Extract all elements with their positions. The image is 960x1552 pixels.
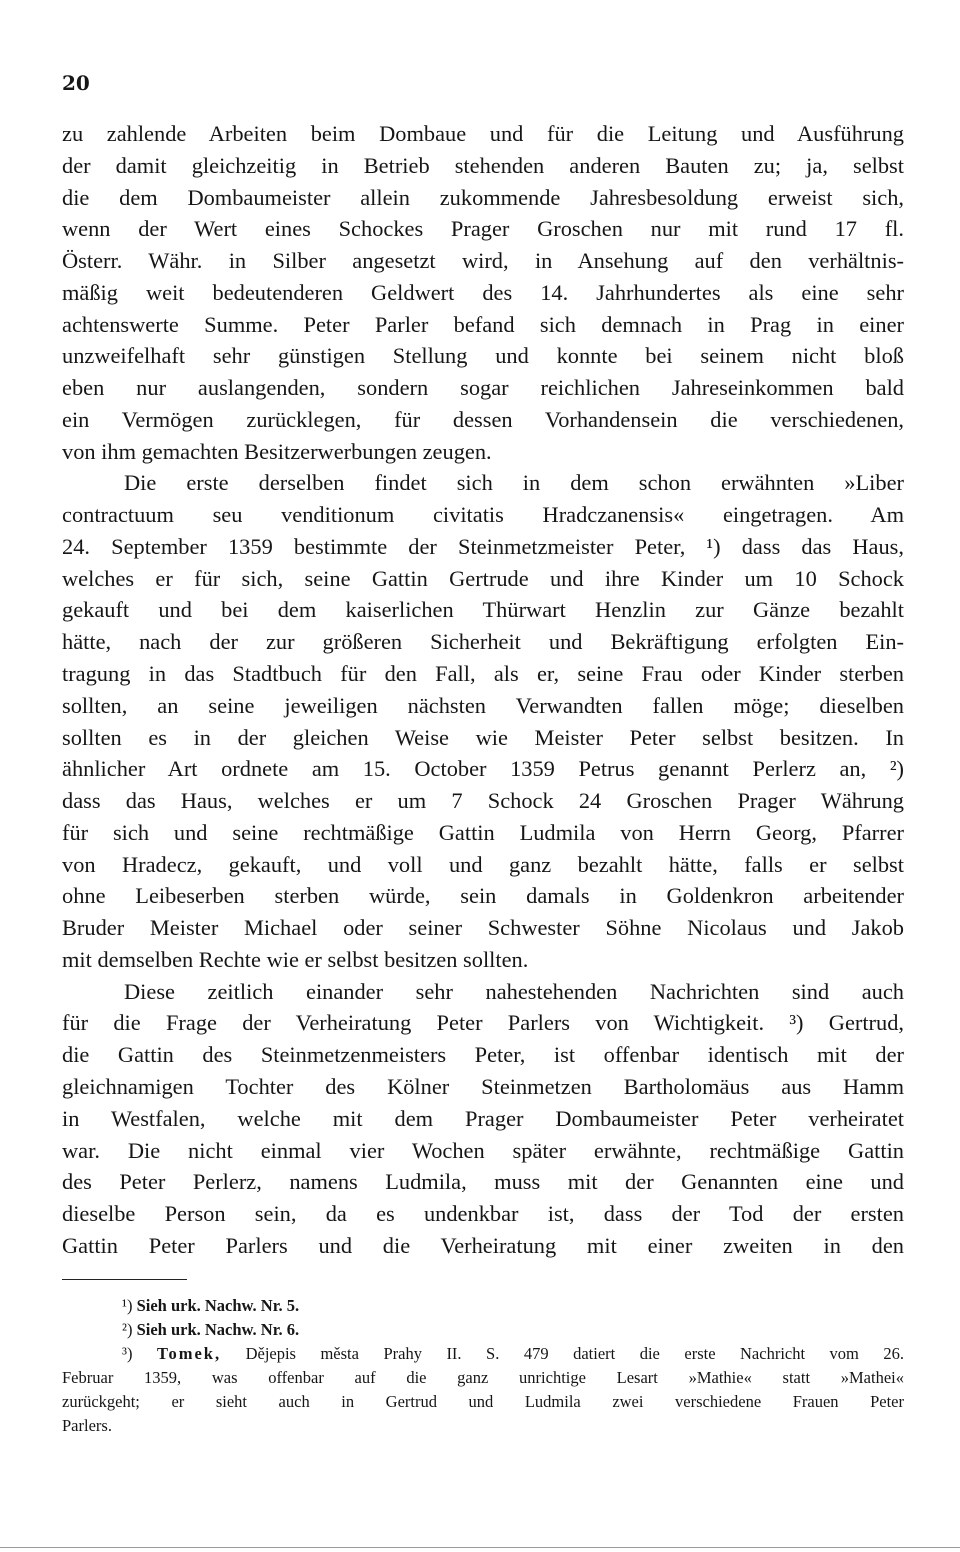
footnote-2 [62,1318,904,1342]
footnote-1 [62,1294,904,1318]
footnote-3-line [62,1342,904,1366]
footnote-marker: ¹) [122,1296,133,1315]
text-line: contractuum seu venditionum civitatis Hradczanensis« eingetragen. Am [62,502,904,528]
footnote-3-line: Parlers. [62,1416,112,1435]
text-line: welches er für sich, seine Gattin Gertrude und ihre Kinder um 10 Schock [62,565,904,591]
footnotes [62,1294,904,1438]
footnote-text: Dějepis města Prahy II. S. 479 datiert die erste Nachricht vom 26. [245,1344,905,1363]
text-line: achtenswerte Summe. Peter Parler befand sich demnach in Prag in einer [62,311,904,337]
paragraph-1 [62,118,904,467]
text-line: mäßig weit bedeutenderen Geldwert des 14. Jahrhundertes als eine sehr [62,279,904,305]
paragraph-3 [62,976,904,1262]
text-line: 24. September 1359 bestimmte der Steinmetzmeister Peter, ¹) dass das Haus, [62,533,904,559]
footnote-reference: ³) [789,1010,804,1036]
text-line: gekauft und bei dem kaiserlichen Thürwart Henzlin zur Gänze bezahlt [62,597,904,623]
text-line: Diese zeitlich einander sehr nahestehenden Nachrichten sind auch [124,978,904,1004]
text-line: ohne Leibeserben sterben würde, sein damals in Goldenkron arbeitender [62,883,904,909]
footnote-separator [62,1279,187,1280]
footnote-3-line: Februar 1359, was offenbar auf die ganz unrichtige Lesart »Mathie« statt »Mathei« [62,1368,904,1387]
footnote-text: Sieh urk. Nachw. Nr. 6. [136,1320,300,1339]
text-line: für die Frage der Verheiratung Peter Parlers von Wichtigkeit. ³) Gertrud, [62,1010,905,1036]
text-line: war. Die nicht einmal vier Wochen später erwähnte, rechtmäßige Gattin [62,1137,904,1163]
text-line: zu zahlende Arbeiten beim Dombaue und für die Leitung und Ausführung [62,121,904,146]
footnote-marker: ³) [122,1344,133,1363]
text-line: gleichnamigen Tochter des Kölner Steinmetzen Bartholomäus aus Hamm [62,1073,904,1099]
text-line: tragung in das Stadtbuch für den Fall, als er, seine Frau oder Kinder sterben [62,661,904,687]
text-line: ähnlicher Art ordnete am 15. October 1359 Petrus genannt Perlerz an, ²) [62,756,904,782]
paragraph-2 [62,467,904,975]
footnote-author: Tomek, [156,1344,222,1363]
footnote-text: Sieh urk. Nachw. Nr. 5. [136,1296,300,1315]
text-line: dass das Haus, welches er um 7 Schock 24 Groschen Prager Währung [62,788,904,814]
text-line: Die erste derselben findet sich in dem schon erwähnten »Liber [124,470,904,496]
text-line: für sich und seine rechtmäßige Gattin Ludmila von Herrn Georg, Pfarrer [62,819,904,845]
text-line: von ihm gemachten Besitzerwerbungen zeugen. [62,438,492,464]
text-line: die Gattin des Steinmetzenmeisters Peter, ist offenbar identisch mit der [62,1042,904,1068]
text-line: ein Vermögen zurücklegen, für dessen Vorhandensein die verschiedenen, [62,406,904,432]
text-line: dieselbe Person sein, da es undenkbar ist, dass der Tod der ersten [62,1201,904,1227]
text-line: die dem Dombaumeister allein zukommende Jahresbesoldung erweist sich, [62,184,904,210]
text-line: wenn der Wert eines Schockes Prager Groschen nur mit rund 17 fl. [62,216,904,242]
page-number: 20 [62,71,90,95]
footnote-reference: ¹) [706,533,721,559]
text-line: hätte, nach der zur größeren Sicherheit und Bekräftigung erfolgten Ein- [62,629,904,655]
footnote-reference: ²) [889,756,904,782]
text-line: in Westfalen, welche mit dem Prager Dombaumeister Peter verheiratet [62,1105,904,1131]
text-line: der damit gleichzeitig in Betrieb stehenden anderen Bauten zu; ja, selbst [62,152,904,178]
text-line: Gattin Peter Parlers und die Verheiratung mit einer zweiten in den [62,1232,904,1258]
text-line: Österr. Währ. in Silber angesetzt wird, in Ansehung auf den verhältnis- [62,248,904,274]
text-line: Bruder Meister Michael oder seiner Schwester Söhne Nicolaus und Jakob [62,915,904,941]
text-line: sollten es in der gleichen Weise wie Meister Peter selbst besitzen. In [62,724,904,750]
page-bottom-edge [0,1547,960,1548]
text-line: unzweifelhaft sehr günstigen Stellung und konnte bei seinem nicht bloß [62,343,904,369]
text-line: sollten, an seine jeweiligen nächsten Verwandten fallen möge; dieselben [62,692,904,718]
text-line: von Hradecz, gekauft, und voll und ganz bezahlt hätte, falls er selbst [62,851,904,877]
footnote-3-line: zurückgeht; er sieht auch in Gertrud und Ludmila zwei verschiedene Frauen Peter [62,1392,904,1411]
text-line: eben nur auslangenden, sondern sogar reichlichen Jahreseinkommen bald [62,375,904,401]
footnote-marker: ²) [122,1320,133,1339]
text-line: mit demselben Rechte wie er selbst besitzen sollten. [62,946,529,972]
text-line: des Peter Perlerz, namens Ludmila, muss mit der Genannten eine und [62,1169,904,1195]
body-text [62,118,904,1262]
